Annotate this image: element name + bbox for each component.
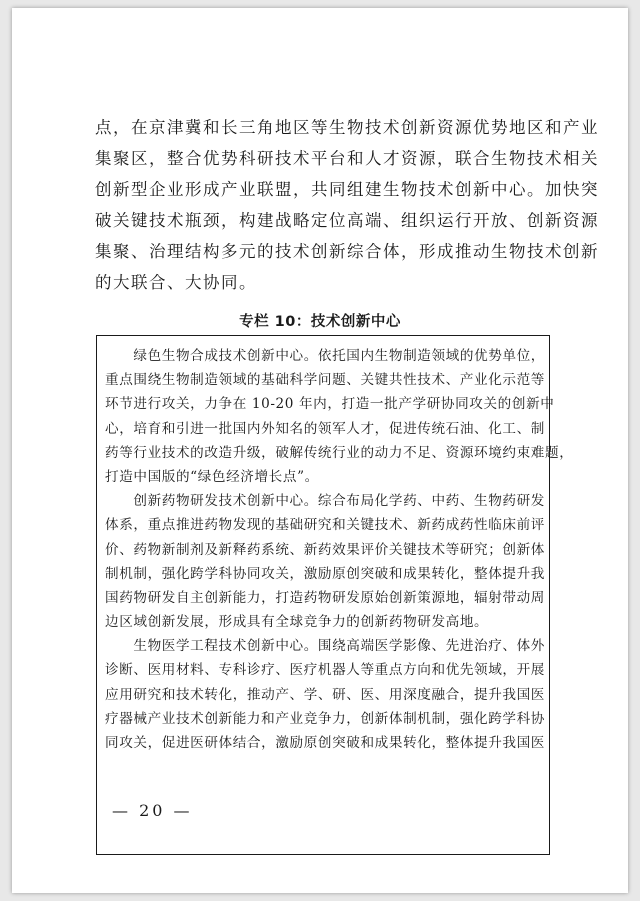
column-line: 疗器械产业技术创新能力和产业竞争力，创新体制机制，强化跨学科协 [105,710,546,727]
body-line: 创新型企业形成产业联盟，共同组建生物技术创新中心。加快突 [95,180,599,199]
column-title: 专栏 10：技术创新中心 [239,314,401,330]
column-line: 价、药物新制剂及新释药系统、新药效果评价关键技术等研究；创新体 [105,541,546,558]
column-line: 心，培育和引进一批国内外知名的领军人才，促进传统石油、化工、制 [105,420,546,437]
column-line: 创新药物研发技术创新中心。综合布局化学药、中药、生物药研发 [105,493,546,510]
body-line: 集聚、治理结构多元的技术创新综合体，形成推动生物技术创新 [95,242,599,261]
column-line: 生物医学工程技术创新中心。围绕高端医学影像、先进治疗、体外 [105,638,546,655]
body-line: 集聚区，整合优势科研技术平台和人才资源，联合生物技术相关 [95,149,599,168]
column-line: 应用研究和技术转化，推动产、学、研、医、用深度融合，提升我国医 [105,686,546,703]
column-line: 重点围绕生物制造领域的基础科学问题、关键共性技术、产业化示范等 [105,372,546,389]
column-line: 诊断、医用材料、专科诊疗、医疗机器人等重点方向和优先领域，开展 [105,662,546,679]
page-number: — 20 — [112,801,193,820]
body-line: 的大联合、大协同。 [95,273,257,292]
column-line: 环节进行攻关，力争在 10-20 年内，打造一批产学研协同攻关的创新中 [105,396,555,413]
column-line: 打造中国版的“绿色经济增长点”。 [105,468,319,485]
body-line: 破关键技术瓶颈，构建战略定位高端、组织运行开放、创新资源 [95,211,599,230]
column-line: 药等行业技术的改造升级，破解传统行业的动力不足、资源环境约束难题， [105,444,574,461]
column-line: 边区域创新发展，形成具有全球竞争力的创新药物研发高地。 [105,614,489,631]
column-line: 绿色生物合成技术创新中心。依托国内生物制造领域的优势单位， [105,348,546,364]
column-line: 国药物研发自主创新能力，打造药物研发原始创新策源地，辐射带动周 [105,589,546,606]
column-line: 同攻关，促进医研体结合，激励原创突破和成果转化，整体提升我国医 [105,735,546,751]
body-paragraph [95,112,599,298]
body-line: 点，在京津冀和长三角地区等生物技术创新资源优势地区和产业 [95,118,599,137]
column-box [96,335,574,855]
column-line: 制机制，强化跨学科协同攻关，激励原创突破和成果转化，整体提升我 [105,565,546,582]
column-line: 体系，重点推进药物发现的基础研究和关键技术、新药成药性临床前评 [105,517,546,534]
column-text [105,344,574,755]
